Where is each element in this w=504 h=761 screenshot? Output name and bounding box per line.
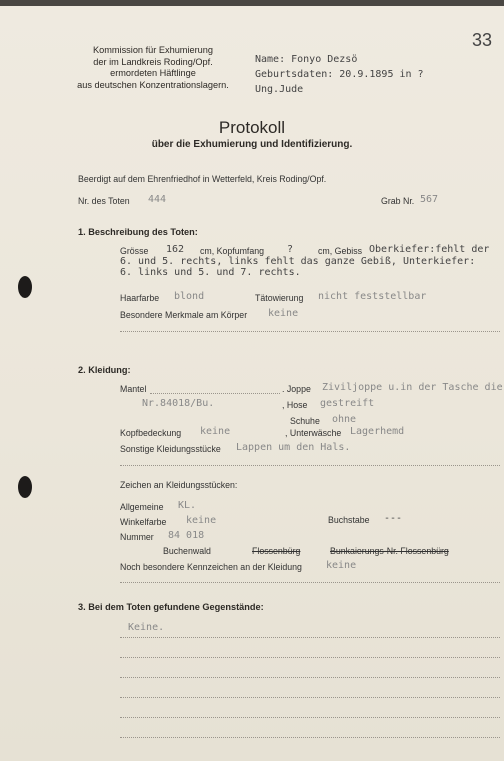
dotted-line: [120, 637, 500, 638]
body-marks-value: keine: [268, 308, 299, 319]
head-label: cm, Kopfumfang: [200, 246, 265, 256]
camp-flossenbuerg: Flossenbürg: [252, 546, 301, 556]
head-value: ?: [287, 244, 294, 255]
document-title: Protokoll: [218, 118, 286, 137]
shoes-label: Schuhe: [290, 416, 320, 426]
punch-hole: [18, 476, 32, 498]
commission-header: [58, 45, 248, 91]
underwear-label: , Unterwäsche: [285, 428, 342, 438]
headwear-value: keine: [200, 426, 231, 437]
teeth-value: Oberkiefer:fehlt der: [369, 244, 490, 255]
person-origin: Ung.Jude: [255, 84, 304, 95]
person-birth: Geburtsdaten: 20.9.1895 in ?: [255, 69, 424, 80]
section1-heading: 1. Beschreibung des Toten:: [78, 227, 198, 237]
body-marks-label: Besondere Merkmale am Körper: [120, 310, 248, 320]
dotted-line: [120, 465, 500, 466]
camp-bunker-number: Bunkaierungs-Nr. Flossenbürg: [330, 546, 449, 556]
general-label: Allgemeine: [120, 502, 164, 512]
angle-color-value: keine: [186, 515, 217, 526]
angle-color-label: Winkelfarbe: [120, 517, 167, 527]
coat-label: Mantel: [120, 384, 147, 394]
hair-label: Haarfarbe: [120, 293, 160, 303]
dotted-line: [120, 677, 500, 678]
page-number: 33: [472, 30, 493, 50]
section3-heading: 3. Bei dem Toten gefundene Gegenstände:: [78, 602, 264, 612]
size-value: 162: [166, 244, 185, 255]
dotted-line: [120, 697, 500, 698]
number-label: Nummer: [120, 532, 154, 542]
tattoo-label: Tätowierung: [255, 293, 304, 303]
grave-number-value: 567: [420, 194, 439, 205]
scan-top-edge: [0, 0, 504, 6]
general-value: KL.: [178, 500, 197, 511]
dotted-line: [150, 393, 280, 394]
person-name: Name: Fonyo Dezsö: [255, 54, 358, 65]
burial-text: Beerdigt auf dem Ehrenfriedhof in Wetterfeld, Kreis Roding/Opf.: [78, 174, 327, 184]
jacket-label: . Joppe: [282, 384, 311, 394]
commission-line: ermordeten Häftlinge: [110, 68, 196, 78]
dotted-line: [120, 331, 500, 332]
jacket-value: Ziviljoppe u.in der Tasche die: [322, 382, 503, 393]
commission-line: Kommission für Exhumierung: [93, 45, 213, 55]
found-items-value: Keine.: [128, 622, 165, 633]
clothing-marks-heading: Zeichen an Kleidungsstücken:: [120, 480, 238, 490]
teeth-label: cm, Gebiss: [318, 246, 362, 256]
dotted-line: [120, 717, 500, 718]
dotted-line: [120, 657, 500, 658]
dotted-line: [120, 582, 500, 583]
document-subtitle: über die Exhumierung und Identifizierung.: [151, 139, 353, 150]
hair-value: blond: [174, 291, 205, 302]
special-marks-label: Noch besondere Kennzeichen an der Kleidung: [120, 562, 302, 572]
jacket-continuation: Nr.84018/Bu.: [142, 398, 215, 409]
size-label: Grösse: [120, 246, 149, 256]
letter-label: Buchstabe: [328, 515, 370, 525]
special-marks-value: keine: [326, 560, 357, 571]
dead-number-label: Nr. des Toten: [78, 196, 130, 206]
number-value: 84 018: [168, 530, 205, 541]
pants-value: gestreift: [320, 398, 375, 409]
teeth-continuation: 6. links und 5. und 7. rechts.: [120, 267, 301, 278]
dotted-line: [120, 737, 500, 738]
grave-number-label: Grab Nr.: [381, 196, 415, 206]
other-clothing-value: Lappen um den Hals.: [236, 442, 351, 453]
section2-heading: 2. Kleidung:: [78, 365, 131, 375]
tattoo-value: nicht feststellbar: [318, 291, 427, 302]
punch-hole: [18, 276, 32, 298]
headwear-label: Kopfbedeckung: [120, 428, 182, 438]
underwear-value: Lagerhemd: [350, 426, 405, 437]
letter-value: ---: [384, 513, 403, 524]
commission-line: der im Landkreis Roding/Opf.: [93, 56, 213, 67]
shoes-value: ohne: [332, 414, 357, 425]
camp-buchenwald: Buchenwald: [163, 546, 211, 556]
commission-line: aus deutschen Konzentrationslagern.: [77, 79, 229, 90]
pants-label: , Hose: [282, 400, 308, 410]
other-clothing-label: Sonstige Kleidungsstücke: [120, 444, 221, 454]
dead-number-value: 444: [148, 194, 167, 205]
teeth-continuation: 6. und 5. rechts, links fehlt das ganze Gebiß, Unterkiefer:: [120, 256, 476, 267]
